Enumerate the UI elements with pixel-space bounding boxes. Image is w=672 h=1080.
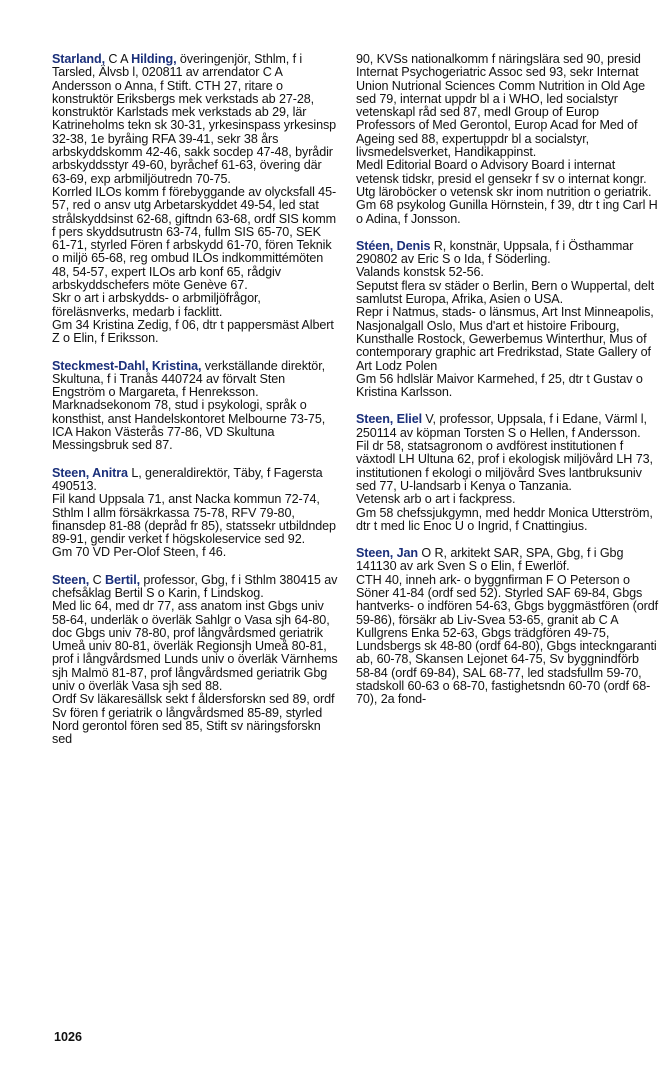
entry-initials: C A — [108, 52, 128, 66]
entry-text: Korrled ILOs komm f förebyggande av olycksfall 45-57, red o ansv utg Arbetarskyddet 49-54, led stat strålskyddsinst 62-68, giftndn 63-68, ordf SIS komm f pers skyddsutrustn 63-74, fullm SIS 65-70, SEK 61-71, styrled Fören f arbskydd 61-70, fören Teknik o miljö 65-68, reg ombud ILOs indkommittémöten 48, 54-57, expert ILOs arb konf 65, rådgiv arbskyddschefers möte Genève 67. — [52, 184, 337, 293]
entry-text: professor, Gbg, f i Sthlm 380415 av chefsåklag Bertil S o Karin, f Lindskog. — [52, 572, 338, 600]
entry-paragraph — [356, 440, 660, 493]
entry-paragraph — [52, 467, 338, 494]
entry-paragraph — [356, 306, 660, 372]
entry-paragraph — [356, 280, 660, 307]
entry-text: Utg läroböcker o vetensk skr inom nutrition o geriatrik. — [356, 184, 652, 199]
right-column — [356, 53, 660, 721]
entry-given-name: Bertil, — [105, 572, 141, 587]
entry-text: Fil kand Uppsala 71, anst Nacka kommun 72-74, Sthlm l allm försäkrkassa 75-78, RFV 79-80, finansdep 81-88 (depråd fr 85), statssekr utbildndep 89-91, gendir verket f högskoleservice sed 92. — [52, 492, 336, 547]
biography-entry — [356, 413, 660, 533]
entry-paragraph — [52, 493, 338, 546]
entry-initials: R, — [433, 238, 447, 253]
entry-text: Gm 58 chefssjukgymn, med heddr Monica Utterström, dtr t med lic Enoc U o Ingrid, f Cnattingius. — [356, 505, 653, 533]
entry-text: Repr i Natmus, stads- o länsmus, Art Inst Minneapolis, Nasjonalgall Oslo, Mus d'art et histoire Fribourg, Kunsthalle Rostock, Gewerbemus Winterthur, Mus of contemporary graphic art Fredrikstad, State Gallery of Art Lodz Polen — [356, 305, 654, 373]
entry-paragraph — [356, 493, 660, 506]
entry-initials: O R, — [421, 546, 447, 561]
entry-text: Gm 56 hdlslär Maivor Karmehed, f 25, dtr t Gustav o Kristina Karlsson. — [356, 371, 643, 400]
entry-paragraph — [356, 373, 660, 400]
entry-initials: V, — [425, 412, 436, 427]
biography-entry — [52, 574, 338, 747]
entry-paragraph — [52, 53, 338, 186]
entry-text: Vetensk arb o art i fackpress. — [356, 492, 516, 507]
entry-text: Seputst flera sv städer o Berlin, Bern o Wuppertal, delt samlutst Europa, Afrika, Asien o USA. — [356, 278, 654, 307]
biography-entry — [52, 360, 338, 453]
entry-initials: C — [92, 572, 102, 587]
entry-paragraph — [356, 240, 660, 267]
entry-text: Marknadsekonom 78, stud i psykologi, språk o konsthist, anst Handelskontoret Melbourne 73-75, ICA Hakon Västerås 77-86, VD Skultuna Messingsbruk sed 87. — [52, 398, 326, 453]
entry-text: CTH 40, inneh ark- o byggnfirman F O Peterson o Söner 41-84 (ordf sed 52). Styrled SAF 69-84, Gbgs hantverks- o indfören 54-63, Gbgs byggmästfören (ordf 59-86), försäkr ab Liv-Svea 53-65, granit ab C A Kullgrens Enka 52-63, Gbgs trädgfören 49-75, Lundsbergs sk 48-80 (ordf 64-80), Gbgs inteckngaranti ab, 60-78, Skansen Lejonet 64-75, Sv byggnindförb 58-84 (ordf 69-84), SAL 68-77, led stadsfullm 59-70, stadskoll 60-63 o 68-70, fastighetsndn 60-70 (ordf 68-70), 2a fond- — [356, 572, 659, 707]
page-number: 1026 — [54, 1030, 83, 1044]
entry-text: Gm 34 Kristina Zedig, f 06, dtr t pappersmäst Albert Z o Elin, f Eriksson. — [52, 317, 334, 346]
entry-paragraph — [52, 399, 338, 452]
entry-paragraph — [52, 574, 338, 601]
entry-paragraph — [356, 159, 660, 186]
entry-name: Steen, Anitra — [52, 465, 128, 480]
entry-paragraph — [356, 547, 660, 574]
entry-paragraph — [52, 600, 338, 693]
entry-text: professor, Uppsala, f i Edane, Värml l, 250114 av köpman Torsten S o Hellen, f Andersson. — [356, 412, 647, 440]
entry-text: Ordf Sv läkaresällsk sekt f åldersforskn sed 89, ordf Sv fören f geriatrik o långvårdsmed 85-89, styrled Nord gerontol fören sed 85, Stift sv näringsforskn sed — [52, 692, 335, 747]
entry-paragraph — [356, 53, 660, 159]
left-column — [52, 53, 338, 761]
entry-text: Gm 70 VD Per-Olof Steen, f 46. — [52, 545, 227, 560]
entry-name: Starland, — [52, 52, 105, 66]
entry-paragraph — [52, 546, 338, 559]
entry-text: arkitekt SAR, SPA, Gbg, f i Gbg 141130 av ark Sven S o Elin, f Ewerlöf. — [356, 546, 624, 574]
biography-entry — [356, 240, 660, 400]
entry-text: verkställande direktör, Skultuna, f i Tranås 440724 av förvalt Sten Engström o Margareta, f Henreksson. — [52, 358, 325, 400]
entry-text: konstnär, Uppsala, f i Östhammar 290802 av Eric S o Ida, f Söderling. — [356, 238, 634, 267]
entry-name: Stéen, Denis — [356, 238, 431, 253]
entry-text: Med lic 64, med dr 77, ass anatom inst Gbgs univ 58-64, underläk o överläk Sahlgr o Vasa sjh 64-80, doc Gbgs univ 78-80, prof långvårdsmed geriatrik Umeå univ 80-81, överläk Regionsjh Umeå 80-81, prof i långvårdsmed Lunds univ o överläk Värnhems sjh Malmö 81-87, prof långvårdsmed geriatrik Gbg univ o överläk Vasa sjh sed 88. — [52, 599, 338, 694]
entry-name: Steckmest-Dahl, Kristina, — [52, 358, 202, 373]
entry-text: 90, KVSs nationalkomm f näringslära sed 90, presid Internat Psychogeriatric Assoc sed 93, sekr Internat Union Nutrional Sciences Comm Nutrition in Old Age sed 79, internat uppdr bl a i WHO, led socialstyr vetenskapl råd sed 87, medl Group of Europ Professors of Med Gerontol, Europ Acad for Med of Ageing sed 88, expertuppdr bl a socialstyr, livsmedelsverket, Handikappinst. — [356, 52, 645, 160]
entry-text: Skr o art i arbskydds- o arbmiljöfrågor, föreläsnverks, medarb i facklitt. — [52, 291, 261, 319]
entry-name: Steen, — [52, 572, 90, 587]
entry-paragraph — [52, 186, 338, 292]
entry-paragraph — [356, 266, 660, 279]
entry-paragraph — [52, 693, 338, 746]
biography-entry — [356, 53, 660, 226]
entry-text: Medl Editorial Board o Advisory Board i internat vetensk tidskr, presid el gensekr f sv o internat kongr. — [356, 158, 647, 186]
entry-name: Steen, Eliel — [356, 412, 422, 427]
biography-entry — [356, 547, 660, 707]
entry-text: Valands konstsk 52-56. — [356, 265, 484, 280]
entry-paragraph — [356, 199, 660, 226]
entry-paragraph — [356, 186, 660, 199]
entry-text: Fil dr 58, statsagronom o avdförest institutionen f växtodl LH Ultuna 62, prof i ekologisk miljövård LH 73, institutionen f ekologi o miljövård Sves lantbruksuniv sed 77, U-landsarb i Kenya o Tanzania. — [356, 439, 653, 493]
entry-paragraph — [356, 413, 660, 440]
entry-paragraph — [356, 574, 660, 707]
entry-text: överingenjör, Sthlm, f i Tarsled, Älvsb l, 020811 av arrendator C A Andersson o Anna, f Stift. CTH 27, ritare o konstruktör Eriksbergs mek verkstads ab 27-28, konstruktör Karlstads mek verkstads ab 29, lär Katrineholms tekn sk 30-31, yrkesinspass yrkesinsp 32-38, 1e byråing RFA 39-41, sekr 38 års arbskyddskomm 42-46, sakk socdep 47-48, byrådir arbskyddsstyr 49-60, byråchef 61-63, övering där 63-69, exp arbmiljöutredn 70-75. — [52, 52, 337, 186]
entry-text: Gm 68 psykolog Gunilla Hörnstein, f 39, dtr t ing Carl H o Adina, f Jonsson. — [356, 198, 658, 226]
entry-paragraph — [356, 507, 660, 534]
entry-given-name: Hilding, — [131, 52, 177, 66]
entry-paragraph — [52, 319, 338, 346]
entry-name: Steen, Jan — [356, 546, 418, 561]
entry-text: generaldirektör, Täby, f Fagersta 490513. — [52, 465, 323, 493]
entry-initials: L, — [131, 465, 142, 480]
biography-entry — [52, 53, 338, 346]
biography-entry — [52, 467, 338, 560]
entry-paragraph — [52, 360, 338, 400]
entry-paragraph — [52, 292, 338, 319]
